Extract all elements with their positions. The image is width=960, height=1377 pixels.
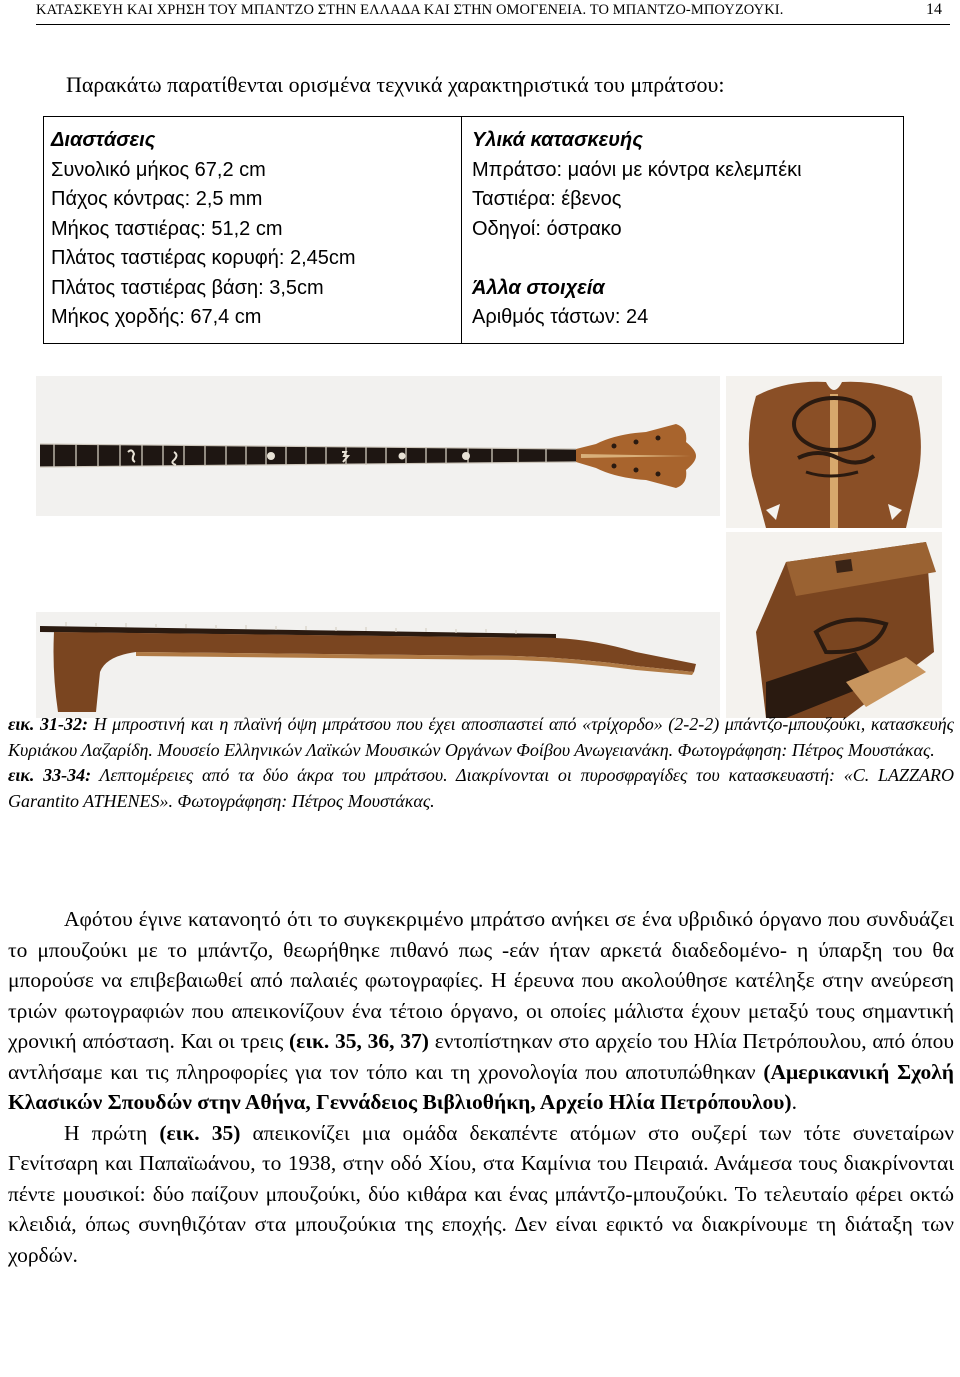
archive-reference: (Αμερικανική Σχολή Κλασικών Σπουδών στην Αθήνα, Γεννάδειος Βιβλιοθήκη, Αρχείο Ηλία Πετρόπουλου) (8, 1059, 954, 1114)
paragraph-text: . (791, 1090, 797, 1114)
spec-line: Μήκος χορδής: 67,4 cm (51, 306, 262, 328)
figure-captions (8, 712, 954, 814)
body-text (8, 904, 954, 1270)
spec-line: Οδηγοί: όστρακο (472, 217, 622, 240)
dimensions-heading: Διαστάσεις (51, 129, 156, 151)
intro-sentence: Παρακάτω παρατίθενται ορισμένα τεχνικά χαρακτηριστικά του μπράτσου: (66, 72, 725, 97)
paragraph-text: απεικονίζει μια ομάδα δεκαπέντε ατόμων στο ουζερί των τότε συνεταίρων Γενίτσαρη και Παπαϊωάνου, το 1938, στην οδό Χίου, στα Καμίνια του Πειραιά. Ανάμεσα τους διακρίνονται πέντε μουσικοί: δύο παίζουν μπουζούκι, δύο κιθάρα και ένας μπάντζο-μπουζούκι. Το τελευταίο φέρει οκτώ κλειδιά, όπως συνηθιζόταν στα μπουζούκια της εποχής. Δεν είναι εφικτό να διακρίνουμε τη διάταξη των χορδών. (8, 1120, 954, 1267)
spec-table (43, 116, 904, 344)
spec-line: Πλάτος ταστιέρας κορυφή: 2,45cm (51, 247, 356, 269)
caption-figures-33-34 (8, 763, 954, 814)
caption-figures-31-32 (8, 712, 954, 763)
page-header (36, 0, 950, 25)
spec-line: Μήκος ταστιέρας: 51,2 cm (51, 217, 283, 240)
running-title: ΚΑΤΑΣΚΕΥΗ ΚΑΙ ΧΡΗΣΗ ΤΟΥ ΜΠΑΝΤΖΟ ΣΤΗΝ ΕΛΛΑΔΑ ΚΑΙ ΣΤΗΝ ΟΜΟΓΕΝΕΙΑ. ΤΟ ΜΠΑΝΤΖΟ-ΜΠΟΥΖΟΥΚΙ. (36, 2, 784, 18)
body-paragraph-1 (8, 904, 954, 1118)
body-paragraph-2 (8, 1118, 954, 1271)
spec-line: Μπράτσο: μαόνι με κόντρα κελεμπέκι (472, 158, 802, 181)
photo-headstock-detail (726, 376, 942, 528)
figure-reference: (εικ. 35) (159, 1120, 241, 1145)
dimensions-column (51, 126, 356, 333)
spec-gap (472, 244, 802, 274)
caption-text: Λεπτομέρειες από τα δύο άκρα του μπράτσου. Διακρίνονται οι πυροσφραγίδες του κατασκευαστή: «C. LAZZARO Garantito ATHENES». Φωτογράφηση: Πέτρος Μουστάκας. (8, 765, 954, 811)
caption-label: εικ. 33-34: (8, 765, 92, 785)
materials-column (472, 126, 802, 333)
spec-line: Συνολικό μήκος 67,2 cm (51, 158, 266, 181)
paragraph-text: εντοπίστηκαν στο αρχείο του Ηλία Πετρόπουλου, από όπου αντλήσαμε και τις πληροφορίες για τον τόπο και τη χρονολογία που αποτυπώθηκαν (8, 1029, 955, 1084)
caption-label: εικ. 31-32: (8, 714, 88, 734)
figure-reference: (εικ. 35, 36, 37) (288, 1029, 429, 1053)
paragraph-text: Η πρώτη (64, 1120, 160, 1145)
spec-line: Πάχος κόντρας: 2,5 mm (51, 188, 263, 210)
photo-neck-side (36, 612, 720, 718)
caption-text: Η μπροστινή και η πλαϊνή όψη μπράτσου που έχει αποσπαστεί από «τρίχορδο» (2-2-2) μπάντζο-μπουζούκι, κατασκευής Κυριάκου Λαζαρίδη. Μουσείο Ελληνικών Λαϊκών Μουσικών Οργάνων Φοίβου Ανωγειανάκη. Φωτογράφηση: Πέτρος Μουστάκας. (8, 714, 954, 760)
page-number: 14 (926, 1, 942, 18)
spec-line: Πλάτος ταστιέρας βάση: 3,5cm (51, 276, 324, 299)
photo-heel-detail (726, 532, 942, 718)
spec-line: Αριθμός τάστων: 24 (472, 306, 649, 328)
spec-table-divider (461, 117, 462, 343)
materials-heading: Υλικά κατασκευής (472, 129, 643, 151)
other-heading: Άλλα στοιχεία (472, 276, 605, 299)
paragraph-text: Αφότου έγινε κατανοητό ότι το συγκεκριμένο μπράτσο ανήκει σε ένα υβριδικό όργανο που συνδυάζει το μπουζούκι με το μπάντζο, θεωρήθηκε πιθανό πως -εάν ήταν αρκετά διαδεδομένο- η ύπαρξη του θα μπορούσε να επιβεβαιωθεί από παλαιές φωτογραφίες. Η έρευνα που ακολούθησε κατέληξε στην ανεύρεση τριών φωτογραφιών που απεικονίζουν ένα τέτοιο όργανο, οι οποίες μάλιστα έχουν μεταξύ τους σημαντική χρονική απόσταση. Και οι τρεις (8, 907, 954, 1053)
photo-neck-front (36, 376, 720, 516)
spec-line: Ταστιέρα: έβενος (472, 188, 622, 210)
